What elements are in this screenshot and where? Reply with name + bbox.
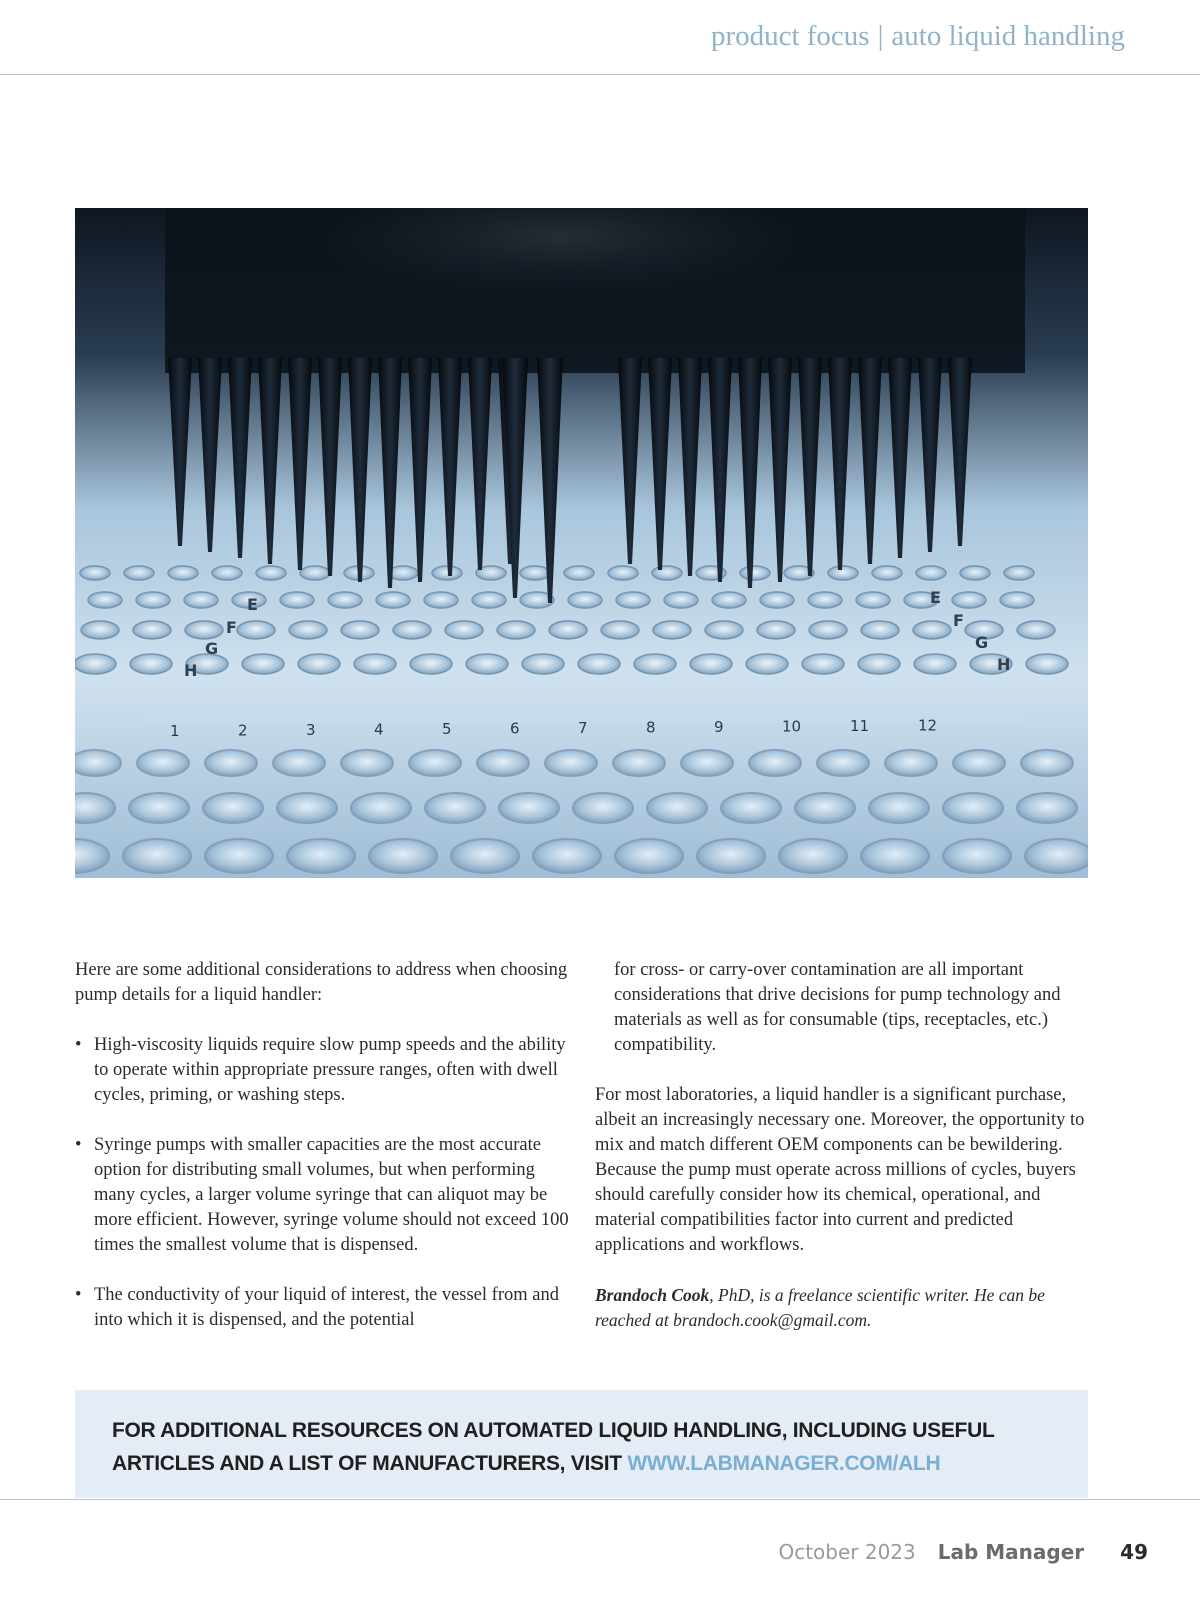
- plate-well: [477, 750, 529, 776]
- plate-well: [828, 566, 858, 580]
- plate-well: [757, 621, 795, 639]
- plate-well: [869, 793, 929, 823]
- plate-well: [1025, 839, 1088, 873]
- plate-column-number: 8: [646, 718, 656, 737]
- plate-row-letter: H: [997, 655, 1011, 674]
- plate-well: [608, 566, 638, 580]
- plate-well: [298, 654, 340, 674]
- plate-well: [861, 839, 929, 873]
- plate-row-letter: G: [205, 639, 219, 658]
- footer-rule: [0, 1499, 1200, 1500]
- plate-well: [952, 592, 986, 608]
- plate-well: [522, 654, 564, 674]
- plate-well: [1021, 750, 1073, 776]
- author-bio: [595, 1283, 1095, 1333]
- pipette-head: [165, 208, 1025, 373]
- plate-well: [205, 839, 273, 873]
- plate-well: [75, 750, 121, 776]
- plate-well: [1017, 793, 1077, 823]
- plate-well: [795, 793, 855, 823]
- plate-well: [740, 566, 770, 580]
- plate-well: [545, 750, 597, 776]
- plate-well: [242, 654, 284, 674]
- plate-well: [341, 750, 393, 776]
- plate-well: [549, 621, 587, 639]
- plate-well: [205, 750, 257, 776]
- plate-well: [1026, 654, 1068, 674]
- plate-well: [354, 654, 396, 674]
- plate-well: [681, 750, 733, 776]
- plate-well: [409, 750, 461, 776]
- plate-row-letter: F: [226, 618, 237, 637]
- plate-well: [80, 566, 110, 580]
- plate-well: [885, 750, 937, 776]
- plate-well: [647, 793, 707, 823]
- page-footer: [778, 1540, 1148, 1564]
- plate-well: [712, 592, 746, 608]
- plate-column-number: 12: [918, 716, 938, 735]
- plate-well: [81, 621, 119, 639]
- plate-well: [856, 592, 890, 608]
- plate-well: [289, 621, 327, 639]
- plate-well: [705, 621, 743, 639]
- plate-well: [185, 621, 223, 639]
- plate-well: [277, 793, 337, 823]
- plate-well: [520, 566, 550, 580]
- plate-well: [872, 566, 902, 580]
- plate-column-number: 11: [850, 717, 870, 735]
- plate-well: [858, 654, 900, 674]
- section-label: product focus: [710, 20, 870, 52]
- article-column-right: [595, 958, 1095, 1358]
- plate-well: [273, 750, 325, 776]
- plate-well: [1004, 566, 1034, 580]
- plate-row-letter: G: [975, 633, 989, 652]
- plate-well: [130, 654, 172, 674]
- plate-well: [466, 654, 508, 674]
- plate-well: [616, 592, 650, 608]
- plate-well: [533, 839, 601, 873]
- plate-well: [615, 839, 683, 873]
- considerations-list: [75, 1033, 575, 1333]
- plate-well: [425, 793, 485, 823]
- plate-well: [184, 592, 218, 608]
- page-header: [0, 0, 1200, 75]
- plate-row-letter: E: [930, 588, 941, 607]
- plate-column-number: 7: [578, 719, 588, 737]
- plate-well: [1000, 592, 1034, 608]
- plate-well: [136, 592, 170, 608]
- plate-well: [697, 839, 765, 873]
- plate-column-number: 1: [170, 722, 180, 740]
- plate-well: [497, 621, 535, 639]
- plate-well: [653, 621, 691, 639]
- plate-well: [564, 566, 594, 580]
- plate-well: [953, 750, 1005, 776]
- plate-well: [328, 592, 362, 608]
- plate-well: [168, 566, 198, 580]
- plate-well: [861, 621, 899, 639]
- plate-well: [690, 654, 732, 674]
- plate-well: [634, 654, 676, 674]
- plate-well: [212, 566, 242, 580]
- resources-text: FOR ADDITIONAL RESOURCES ON AUTOMATED LIQUID HANDLING, INCLUDING USEFUL ARTICLES AND A LIST OF MANUFACTURERS, VISIT: [112, 1419, 995, 1475]
- plate-well: [393, 621, 431, 639]
- plate-well: [75, 654, 116, 674]
- plate-well: [351, 793, 411, 823]
- plate-row-letter: F: [953, 611, 964, 630]
- plate-well: [960, 566, 990, 580]
- plate-column-number: 6: [510, 719, 520, 738]
- plate-well: [613, 750, 665, 776]
- author-name: Brandoch Cook: [595, 1285, 710, 1305]
- plate-well: [280, 592, 314, 608]
- plate-well: [445, 621, 483, 639]
- plate-well: [578, 654, 620, 674]
- plate-column-number: 10: [782, 717, 802, 736]
- plate-well: [573, 793, 633, 823]
- plate-well: [808, 592, 842, 608]
- plate-well: [287, 839, 355, 873]
- plate-well: [779, 839, 847, 873]
- plate-well: [913, 621, 951, 639]
- plate-well: [721, 793, 781, 823]
- header-separator: |: [877, 20, 884, 52]
- plate-well: [451, 839, 519, 873]
- plate-well: [432, 566, 462, 580]
- plate-well: [914, 654, 956, 674]
- page-number: 49: [1120, 1540, 1148, 1564]
- plate-well: [809, 621, 847, 639]
- resources-callout: [75, 1390, 1088, 1498]
- plate-row-letter: E: [247, 595, 258, 614]
- list-item: • Syringe pumps with smaller capacities are the most accurate option for distributing small volumes, but when performing many cycles, a larger volume syringe that can aliquot may be more efficient. However, syringe volume should not exceed 100 times the smallest volume that is dispensed.: [75, 1133, 575, 1258]
- plate-well: [137, 750, 189, 776]
- plate-well: [341, 621, 379, 639]
- plate-well: [760, 592, 794, 608]
- plate-well: [376, 592, 410, 608]
- plate-well: [300, 566, 330, 580]
- issue-date: October 2023: [778, 1540, 916, 1564]
- article-column-left: [75, 958, 575, 1358]
- plate-well: [568, 592, 602, 608]
- plate-well: [652, 566, 682, 580]
- list-item: • High-viscosity liquids require slow pump speeds and the ability to operate within appropriate pressure ranges, often with dwell cycles, priming, or washing steps.: [75, 1033, 575, 1108]
- plate-well: [424, 592, 458, 608]
- plate-well: [749, 750, 801, 776]
- plate-column-number: 2: [238, 721, 248, 740]
- magazine-name: Lab Manager: [937, 1540, 1085, 1564]
- plate-well: [664, 592, 698, 608]
- article-closing-paragraph: For most laboratories, a liquid handler is a significant purchase, albeit an increasingly necessary one. Moreover, the opportunity to mix and match different OEM components can be bewildering. Because the pump must operate across millions of cycles, buyers should carefully consider how its chemical, operational, and material compatibilities factor into current and predicted applications and workflows.: [595, 1085, 1085, 1255]
- plate-well: [499, 793, 559, 823]
- topic-label: auto liquid handling: [891, 20, 1125, 52]
- plate-well: [124, 566, 154, 580]
- plate-row-letter: H: [184, 661, 198, 680]
- resources-link[interactable]: WWW.LABMANAGER.COM/ALH: [627, 1452, 941, 1475]
- article-intro: Here are some additional considerations to address when choosing pump details for a liquid handler:: [75, 960, 568, 1005]
- plate-well: [123, 839, 191, 873]
- list-item: • The conductivity of your liquid of interest, the vessel from and into which it is dispensed, and the potential: [75, 1283, 575, 1333]
- author-bio-text: , PhD, is a freelance scientific writer. He can be reached at brandoch.cook@gmail.com.: [595, 1285, 1045, 1330]
- pipette-tips-over-microplate-photo: [75, 208, 1088, 878]
- plate-well: [133, 621, 171, 639]
- plate-well: [1017, 621, 1055, 639]
- plate-well: [369, 839, 437, 873]
- plate-well: [916, 566, 946, 580]
- plate-well: [802, 654, 844, 674]
- plate-well: [129, 793, 189, 823]
- plate-column-number: 5: [442, 720, 452, 738]
- plate-well: [943, 839, 1011, 873]
- plate-well: [237, 621, 275, 639]
- plate-column-number: 4: [374, 720, 384, 739]
- plate-well: [746, 654, 788, 674]
- plate-well: [943, 793, 1003, 823]
- plate-well: [256, 566, 286, 580]
- plate-column-number: 9: [714, 718, 724, 736]
- plate-well: [472, 592, 506, 608]
- plate-column-number: 3: [306, 721, 316, 739]
- plate-well: [203, 793, 263, 823]
- plate-well: [410, 654, 452, 674]
- plate-well: [88, 592, 122, 608]
- section-header: [711, 20, 1125, 53]
- list-item-continuation: for cross- or carry-over contamination are all important considerations that drive decisions for pump technology and materials as well as for consumable (tips, receptacles, etc.) compatibility.: [614, 960, 1061, 1055]
- plate-well: [601, 621, 639, 639]
- plate-well: [817, 750, 869, 776]
